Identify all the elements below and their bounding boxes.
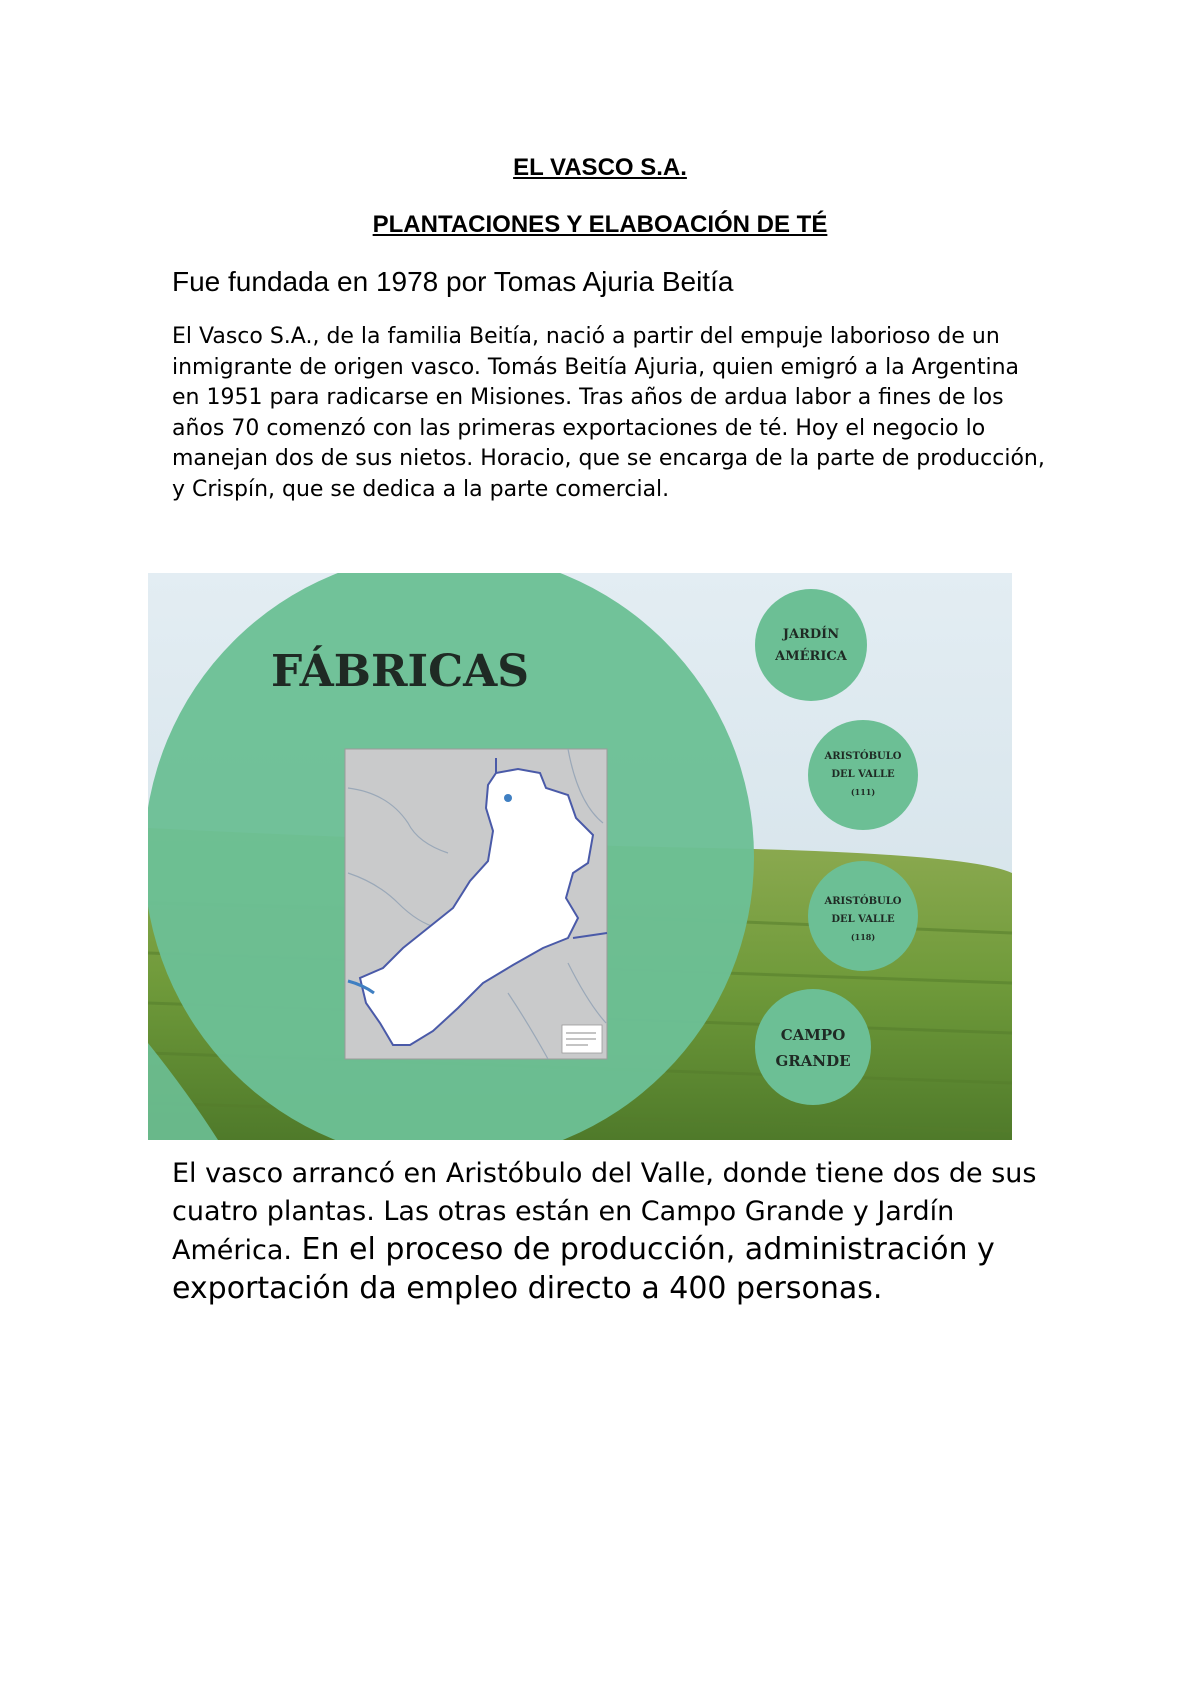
- history-paragraph: El Vasco S.A., de la familia Beitía, nació a partir del empuje laborioso de un inmigrante de origen vasco. Tomás Beitía Ajuria, quien emigró a la Argentina en 1951 para radicarse en Misiones. Tras años de ardua labor a fines de los años 70 comenzó con las primeras exportaciones de té. Hoy el negocio lo manejan dos de sus nietos. Horacio, que se encarga de la parte de producción, y Crispín, que se dedica a la parte comercial.: [172, 324, 1045, 502]
- circle-aristobulo-118-line1: ARISTÓBULO: [824, 896, 902, 907]
- circle-aristobulo-111-line3: (111): [850, 787, 876, 797]
- circle-campo-grande-line1: CAMPO: [780, 1026, 846, 1044]
- circle-aristobulo-111-line2: DEL VALLE: [831, 769, 895, 780]
- circle-jardin-america-shape: [755, 589, 867, 701]
- document-subheading: PLANTACIONES Y ELABOACIÓN DE TÉ: [372, 211, 828, 238]
- circle-jardin-america: [755, 589, 867, 701]
- circle-campo-grande: [755, 989, 871, 1105]
- circle-aristobulo-111: [808, 720, 918, 830]
- water-point: [504, 794, 512, 802]
- circle-aristobulo-118-line2: DEL VALLE: [831, 914, 895, 925]
- document-title: EL VASCO S.A.: [513, 154, 687, 181]
- circle-aristobulo-118-line3: (118): [850, 932, 876, 942]
- circle-aristobulo-118: [808, 861, 918, 971]
- circle-jardin-america-line2: AMÉRICA: [775, 649, 847, 664]
- misiones-map: [345, 749, 607, 1059]
- circle-campo-grande-line2: GRANDE: [775, 1052, 851, 1070]
- founded-line: Fue fundada en 1978 por Tomas Ajuria Beitía: [172, 266, 734, 297]
- factories-graphic: [148, 573, 1012, 1140]
- plants-paragraph-part-2: En el proceso de producción, administración y exportación da empleo directo a 400 personas.: [172, 1232, 995, 1306]
- plants-paragraph-part-1: El vasco arrancó en Aristóbulo del Valle, donde tiene dos de sus cuatro plantas. Las otras están en Campo Grande y Jardín América.: [172, 1158, 1037, 1266]
- plants-paragraph: [172, 1155, 1052, 1309]
- factories-heading: FÁBRICAS: [270, 646, 530, 697]
- circle-campo-grande-shape: [755, 989, 871, 1105]
- circle-aristobulo-111-line1: ARISTÓBULO: [824, 751, 902, 762]
- circle-jardin-america-line1: JARDÍN: [782, 627, 840, 642]
- factories-figure: [148, 573, 1012, 1140]
